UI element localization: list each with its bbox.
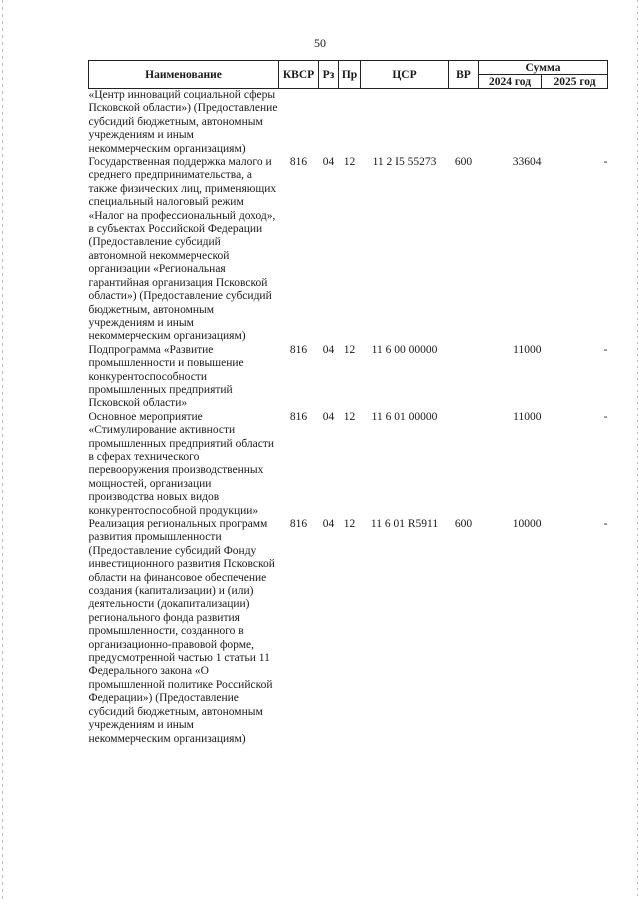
row-kvsr: 816 <box>289 410 308 423</box>
page-number: 50 <box>314 36 326 50</box>
budget-table <box>88 60 608 746</box>
scan-edge-left <box>2 0 3 899</box>
header-rz: Рз <box>319 61 339 89</box>
row-vr <box>449 344 479 411</box>
row-csr: 11 6 01 00000 <box>371 410 438 423</box>
header-vr: ВР <box>449 61 479 89</box>
row-kvsr: 816 <box>289 156 308 169</box>
row-rz: 04 <box>322 156 335 169</box>
row-amount-2024: 33604 <box>512 156 542 169</box>
header-kvsr: КВСР <box>279 61 319 89</box>
row-amount-2025: - <box>603 156 608 169</box>
row-vr <box>449 89 479 157</box>
row-pr <box>339 89 361 157</box>
row-name: «Центр инноваций социальной сферы Псковской области») (Предоставление субсидий бюджетным, автономным учреждениям и иным некоммерческим организациям) <box>88 89 278 155</box>
header-sum: Сумма <box>479 61 608 75</box>
row-amount-2025: - <box>603 410 608 423</box>
row-pr: 12 <box>343 410 356 423</box>
row-rz: 04 <box>322 343 335 356</box>
row-amount-2024: 10000 <box>512 518 542 530</box>
row-csr: 11 2 I5 55273 <box>372 156 437 169</box>
row-rz <box>319 89 339 157</box>
row-name: Государственная поддержка малого и среднего предпринимательства, а также физических лиц, применяющих специальный налоговый режим «Налог на профессиональный доход», в субъектах Российской Федерации (Предоставление субсидий автономной некоммерческой организации «Региональная гарантийная организация Псковской области») (Предоставление субсидий бюджетным, автономным учреждениям и иным некоммерческим организациям) <box>88 156 277 343</box>
row-amount-2024 <box>479 89 542 157</box>
row-kvsr: 816 <box>289 518 308 530</box>
row-amount-2024: 11000 <box>513 410 542 423</box>
row-pr: 12 <box>343 343 356 356</box>
row-pr: 12 <box>343 518 356 530</box>
row-rz: 04 <box>322 518 335 530</box>
row-name: Основное мероприятие «Стимулирование активности промышленных предприятий области в сферах технического перевооружения производственных мощностей, организации производства новых видов конкурентоспособной продукции» <box>88 410 275 517</box>
row-vr: 600 <box>454 518 473 530</box>
row-amount-2025: - <box>603 518 608 530</box>
header-year-2025: 2025 год <box>542 75 608 89</box>
scan-edge-right <box>637 0 638 899</box>
table-row <box>89 344 608 411</box>
row-kvsr: 816 <box>289 343 308 356</box>
row-vr <box>449 411 479 518</box>
row-name: Реализация региональных программ развития промышленности (Предоставление субсидий Фонду инвестиционного развития Псковской области на финансовое обеспечение создания (капитализации) и (или) деятельности (докапитализации) регионального фонда развития промышленности, созданного в организационно-правовой форме, предусмотренной частью 1 статьи 11 Федерального закона «О промышленной политике Российской Федерации») (Предоставление субсидий бюджетным, автономным учреждениям и иным некоммерческим организациям) <box>88 518 275 745</box>
row-name: Подпрограмма «Развитие промышленности и повышение конкурентоспособности промышленных предприятий Псковской области» <box>88 343 244 410</box>
row-vr: 600 <box>454 156 473 169</box>
row-rz: 04 <box>322 410 335 423</box>
row-csr <box>361 89 449 157</box>
header-csr: ЦСР <box>361 61 449 89</box>
row-kvsr <box>279 89 319 157</box>
row-csr: 11 6 00 00000 <box>371 343 438 356</box>
row-csr: 11 6 01 R5911 <box>370 518 439 530</box>
row-amount-2025 <box>542 89 608 157</box>
header-year-2024: 2024 год <box>479 75 542 89</box>
table-row <box>89 156 608 344</box>
row-pr: 12 <box>343 156 356 169</box>
table-row <box>89 411 608 518</box>
row-amount-2024: 11000 <box>513 343 542 356</box>
table-row <box>89 89 608 157</box>
table-row <box>89 518 608 746</box>
row-amount-2025: - <box>603 343 608 356</box>
header-pr: Пр <box>339 61 361 89</box>
header-name: Наименование <box>89 61 279 89</box>
